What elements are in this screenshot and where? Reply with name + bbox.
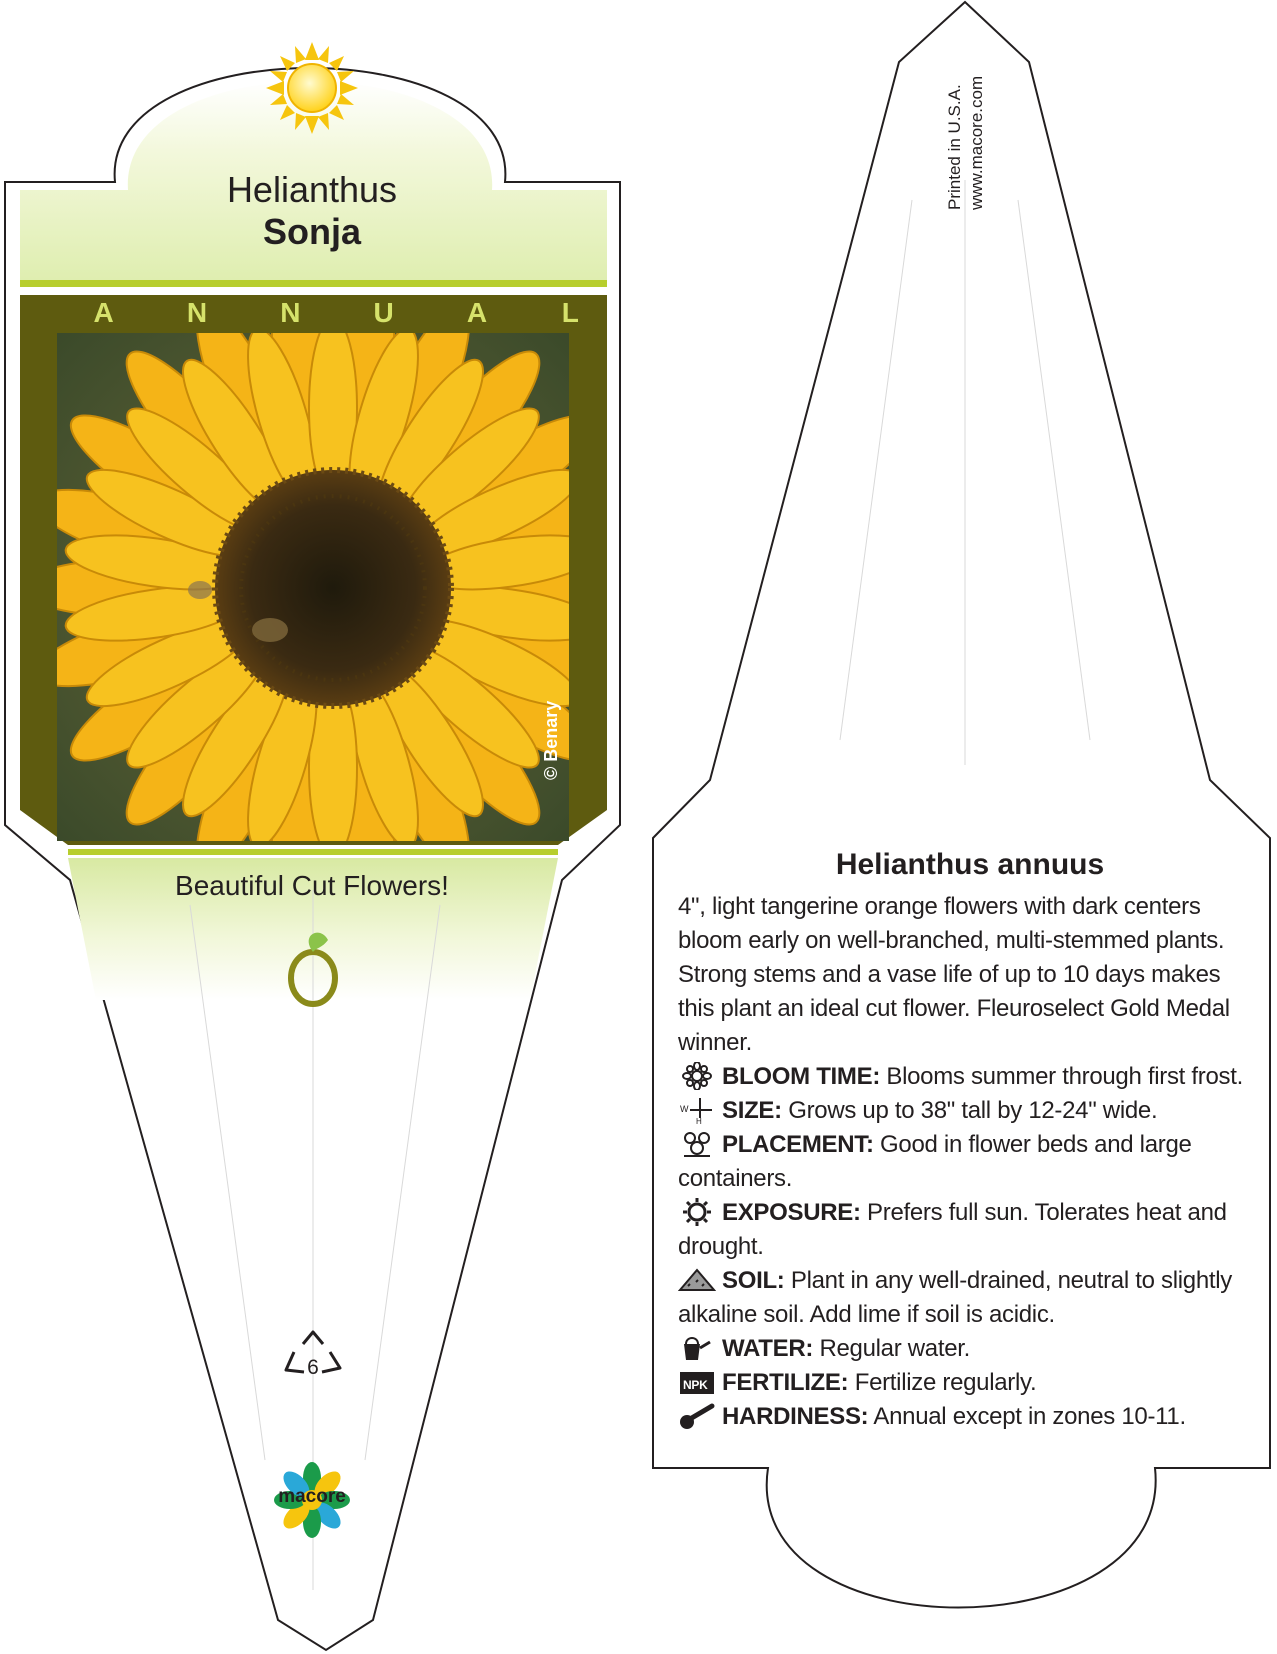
website: www.macore.com [967,75,986,210]
printed-note [944,76,988,210]
category-letter: N [186,297,208,328]
care-row-water [678,1332,1258,1366]
description: 4", light tangerine orange flowers with dark centers bloom early on well-branched, multi-stemmed plants. Strong stems and a vase life of up to 10 days makes this plant an ideal cut flower. Fleuroselect Gold Medal winner. [678,893,1230,1056]
water-icon [678,1334,716,1362]
category-letter: N [280,297,301,328]
care-text: Annual except in zones 10-11. [873,1403,1186,1430]
cultivar-name: Sonja [262,211,361,252]
fertilize-icon [678,1368,716,1396]
care-text: Good in flower beds and large containers. [678,1131,1192,1192]
category-letter: A [93,297,114,328]
care-label: FERTILIZE: [722,1369,849,1396]
botanical-name: Helianthus annuus [835,848,1105,881]
care-label: HARDINESS: [722,1403,869,1430]
care-text: Prefers full sun. Tolerates heat and drought. [678,1199,1227,1260]
recycle-code: 6 [307,1356,319,1379]
care-row-bloom [678,1060,1258,1094]
sunflower-photo [23,277,643,899]
placement-icon [678,1130,716,1158]
care-row-size [678,1094,1258,1128]
hardiness-icon [678,1402,716,1430]
care-label: EXPOSURE: [722,1199,861,1226]
care-row-fertilize [678,1366,1258,1400]
category-letter: L [561,297,579,328]
care-label: SIZE: [722,1097,782,1124]
printed-in: Printed in U.S.A. [945,84,964,210]
size-icon [678,1096,716,1124]
care-info [678,890,1258,1434]
soil-icon [678,1266,716,1294]
care-text: Plant in any well-drained, neutral to slightly alkaline soil. Add lime if soil is acidic. [678,1267,1232,1328]
bloom-icon [678,1062,716,1090]
care-label: BLOOM TIME: [722,1063,881,1090]
brand-name: macore [278,1486,346,1507]
care-row-soil [678,1264,1258,1332]
category-letter: A [466,297,488,328]
exposure-icon [678,1198,716,1226]
plant-category [57,296,617,330]
svg-text:H: H [696,1117,702,1124]
svg-text:NPK: NPK [683,1378,708,1392]
footer-rule [68,849,558,855]
tagline: Beautiful Cut Flowers! [175,870,449,901]
header-rule [20,280,607,287]
photo-credit: © Benary [541,700,561,780]
genus-name: Helianthus [226,169,398,210]
care-row-hardiness [678,1400,1258,1434]
care-label: SOIL: [722,1267,785,1294]
front-tag [5,42,643,1650]
care-row-exposure [678,1196,1258,1264]
care-label: WATER: [722,1335,814,1362]
care-text: Fertilize regularly. [854,1369,1037,1396]
care-text: Blooms summer through first frost. [886,1063,1243,1090]
care-text: Regular water. [819,1335,970,1362]
care-label: PLACEMENT: [722,1131,874,1158]
bee [252,618,288,642]
care-text: Grows up to 38" tall by 12-24" wide. [788,1097,1158,1124]
svg-text:W: W [680,1104,689,1114]
category-letter: U [373,297,394,328]
care-row-placement [678,1128,1258,1196]
